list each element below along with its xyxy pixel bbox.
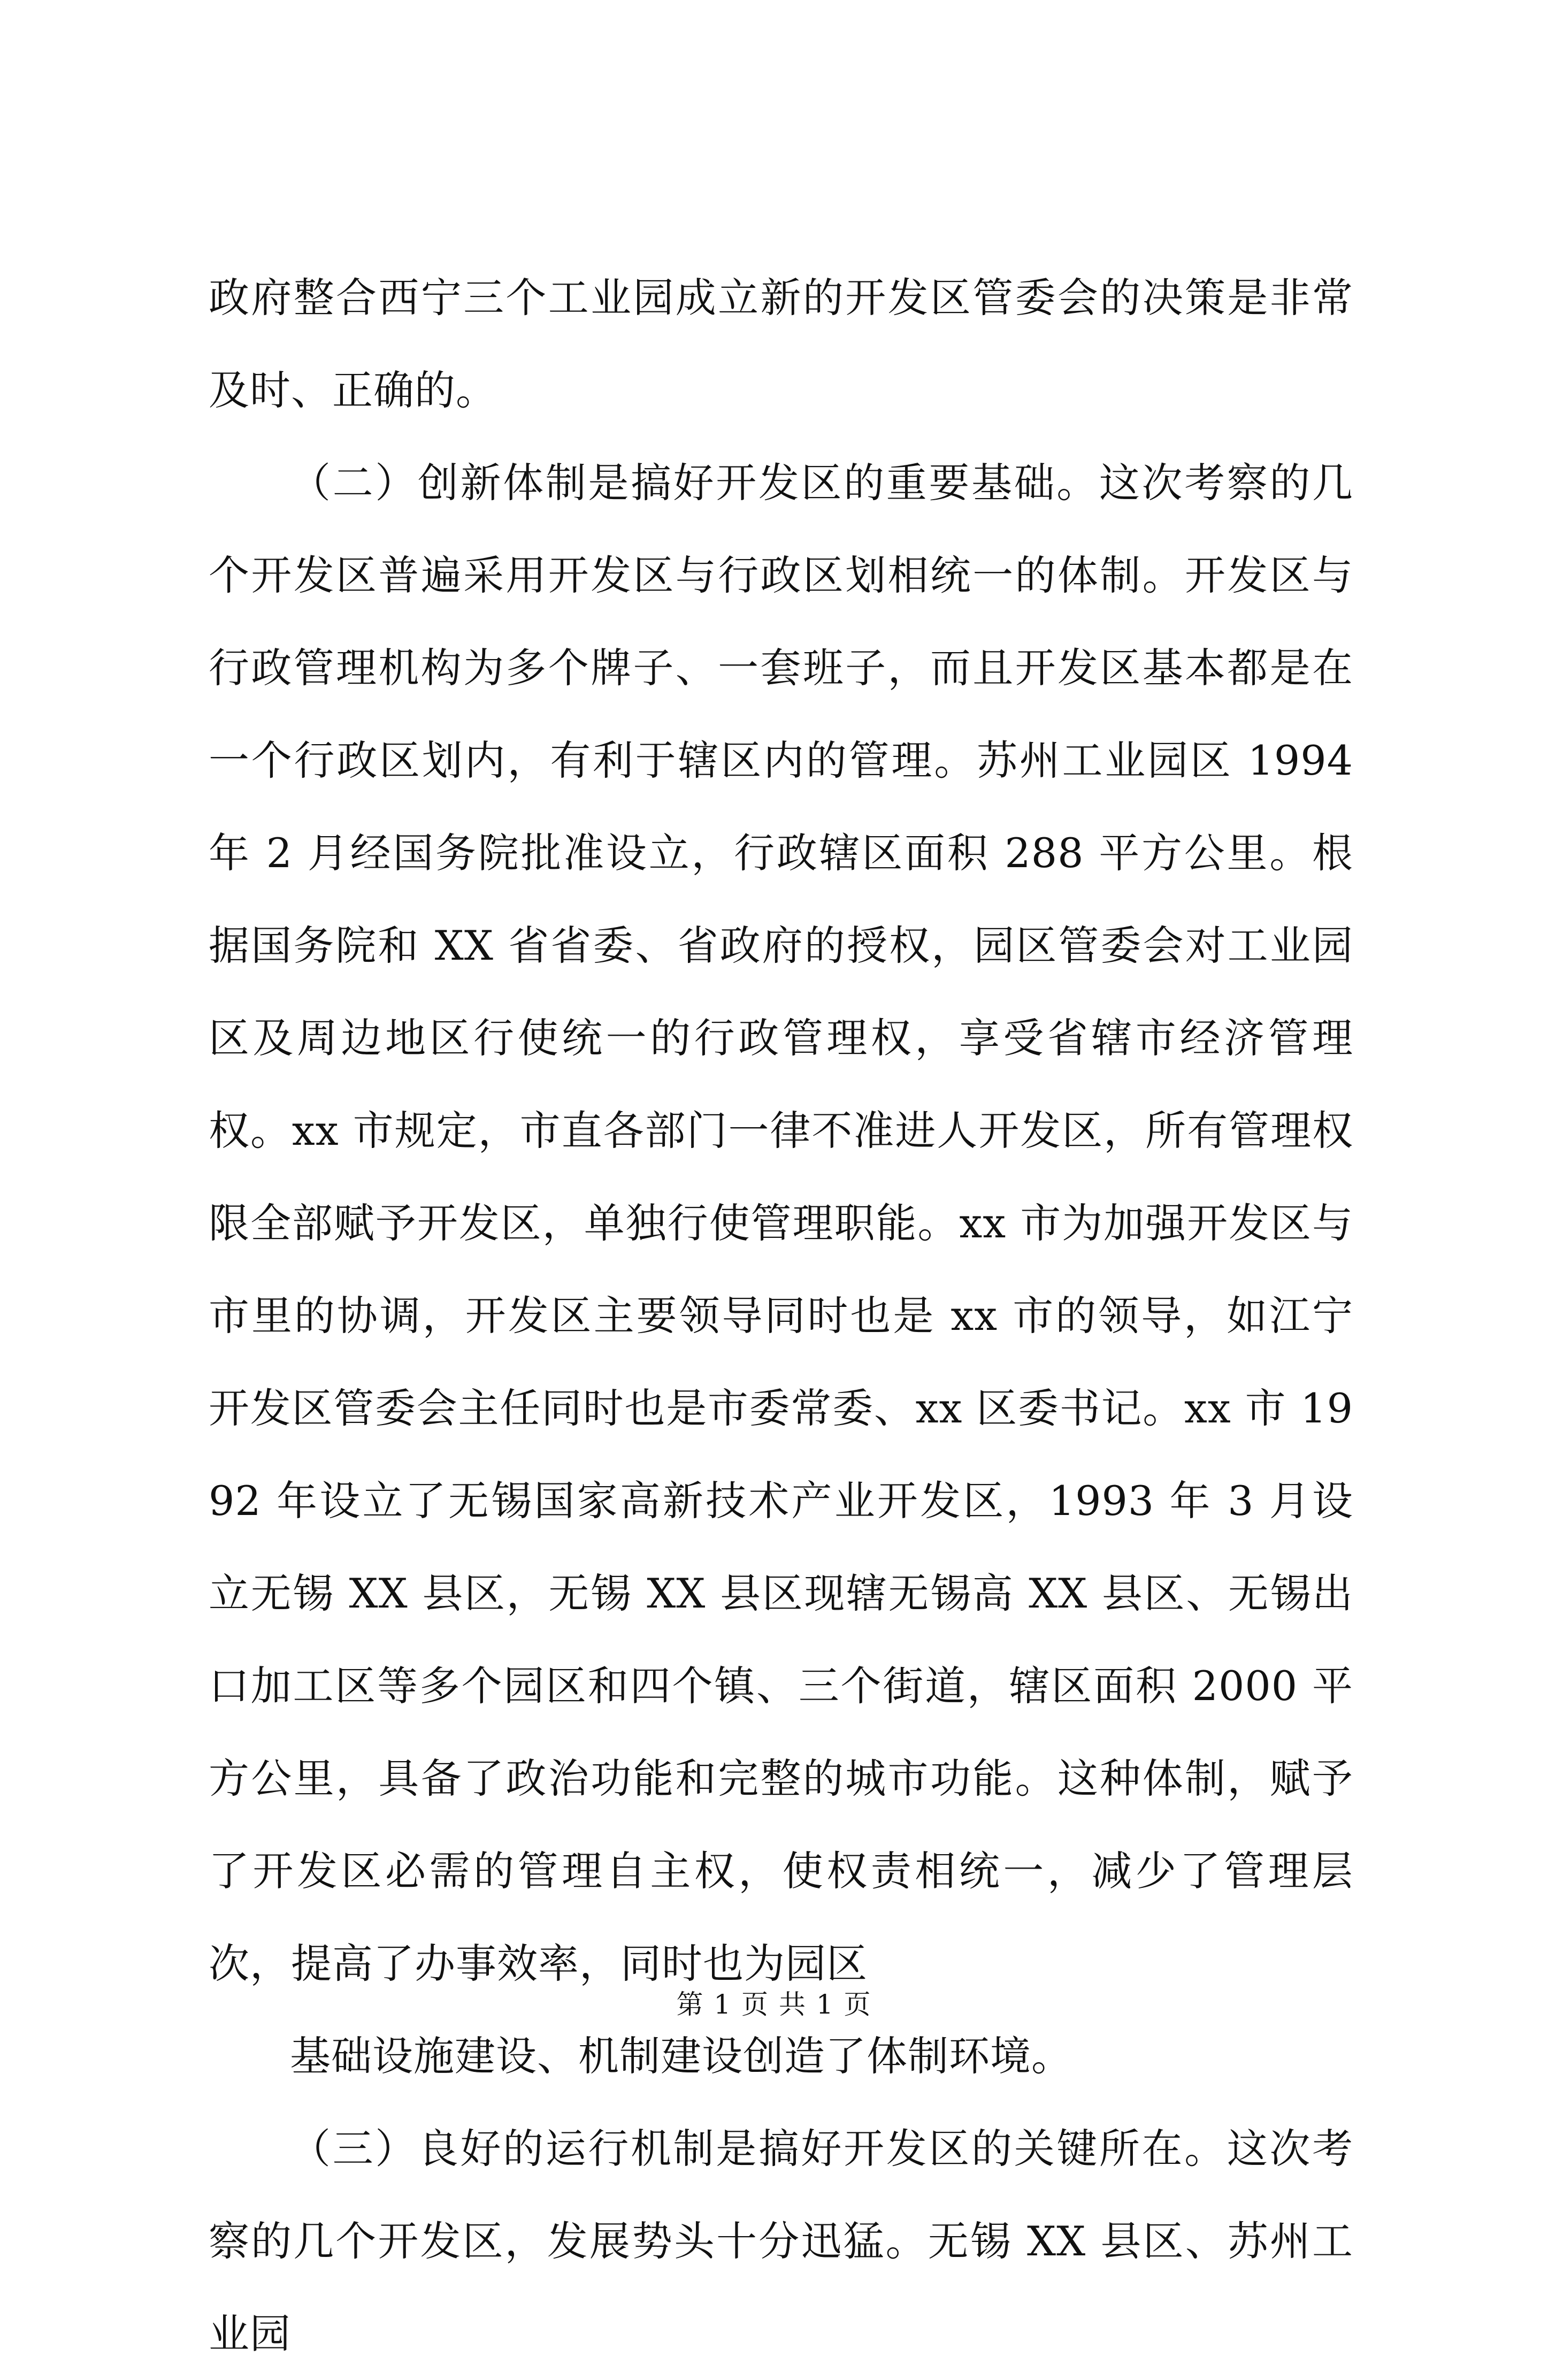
page-number-footer: 第 1 页 共 1 页 xyxy=(676,1989,872,2020)
paragraph-section-3: （三）良好的运行机制是搞好开发区的关键所在。这次考察的几个开发区，发展势头十分迅猛。无锡 XX 县区、苏州工业园 xyxy=(209,2125,1353,2358)
paragraph-section-2-end: 基础设施建设、机制建设创造了体制环境。 xyxy=(290,2032,1072,2080)
document-body xyxy=(209,251,1353,2380)
paragraph-section-2: （二）创新体制是搞好开发区的重要基础。这次考察的几个开发区普遍采用开发区与行政区划相统一的体制。开发区与行政管理机构为多个牌子、一套班子，而且开发区基本都是在一个行政区划内，有利于辖区内的管理。苏州工业园区 1994 年 2 月经国务院批准设立，行政辖区面积 288 平方公里。根据国务院和 XX 省省委、省政府的授权，园区管委会对工业园区及周边地区行使统一的行政管理权，享受省辖市经济管理权。xx 市规定，市直各部门一律不准进人开发区，所有管理权限全部赋予开发区，单独行使管理职能。xx 市为加强开发区与市里的协调，开发区主要领导同时也是 xx 市的领导，如江宁开发区管委会主任同时也是市委常委、xx 区委书记。xx 市 1992 年设立了无锡国家高新技术产业开发区，1993 年 3 月设立无锡 XX 县区，无锡 XX 县区现辖无锡高 XX 县区、无锡出口加工区等多个园区和四个镇、三个街道，辖区面积 2000 平方公里，具备了政治功能和完整的城市功能。这种体制，赋予了开发区必需的管理自主权，使权责相统一，减少了管理层次，提高了办事效率，同时也为园区 xyxy=(209,459,1353,1987)
paragraph-continuation: 政府整合西宁三个工业园成立新的开发区管委会的决策是非常及时、正确的。 xyxy=(209,274,1353,414)
